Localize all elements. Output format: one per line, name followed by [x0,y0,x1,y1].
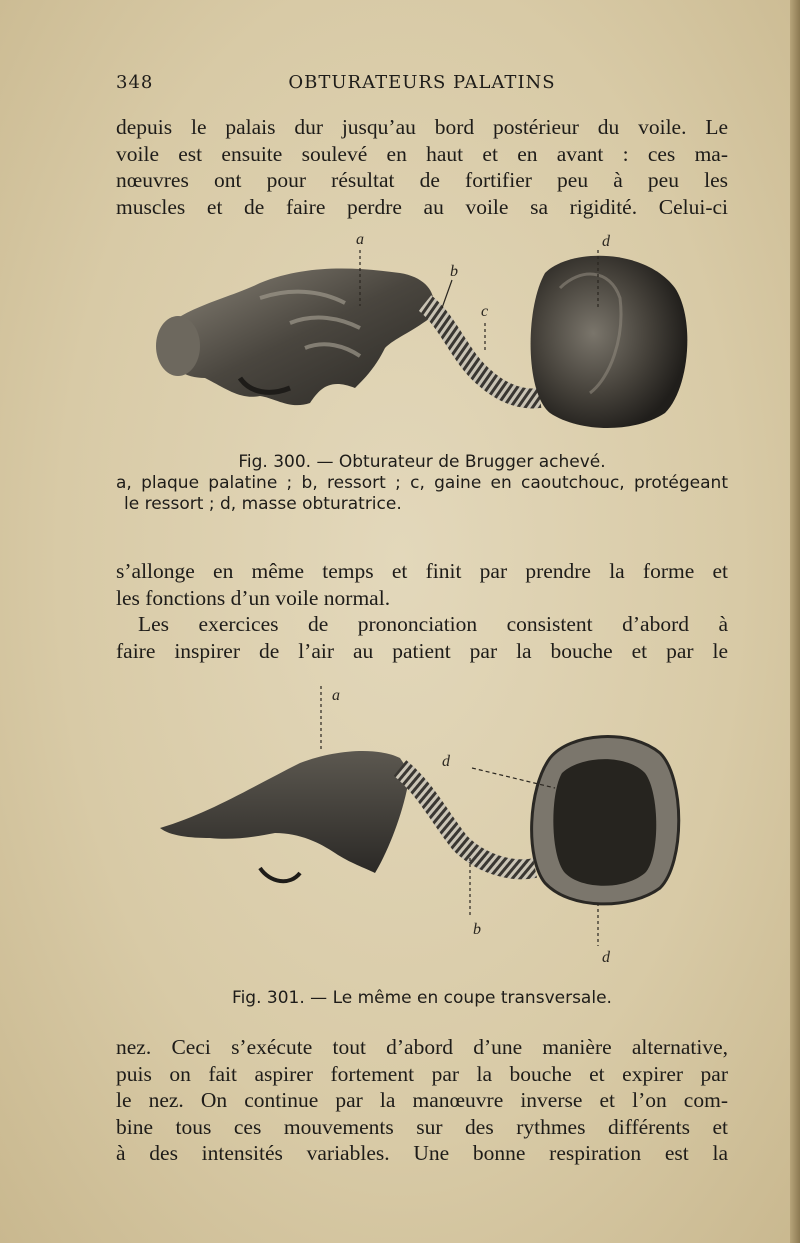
label-a: a [332,687,340,704]
paragraph-1 [116,114,728,220]
caption-title: Fig. 300. — Obturateur de Brugger achevé. [238,452,606,472]
page-edge [790,0,800,1243]
caption-line: a, plaque palatine ; b, ressort ; c, gaine en caoutchouc, protégeant [116,473,728,493]
label-b: b [473,921,481,938]
label-d: d [602,233,610,250]
label-b: b [450,263,458,280]
paragraph-3 [116,1034,728,1167]
caption-title: Fig. 301. — Le même en coupe transversale. [232,988,612,1008]
label-d-bottom: d [602,949,610,966]
palatine-plate-section [160,751,410,873]
figure-300-illustration [140,228,700,438]
page-header [116,72,728,100]
page-number: 348 [116,72,154,93]
plate-clasp [260,868,300,881]
text-line: depuis le palais dur jusqu’au bord postérieur du voile. Le [116,115,728,139]
text-line: Les exercices de prononciation consistent d’abord à [138,612,728,636]
paragraph-2 [116,558,728,664]
text-line: faire inspirer de l’air au patient par la bouche et par le [116,638,728,663]
text-line: s’allonge en même temps et finit par prendre la forme et [116,559,728,583]
obturator-inner [553,759,656,886]
label-d-top: d [442,753,450,770]
spring-section [400,768,535,869]
caption-body [116,473,728,515]
text-line: muscles et de faire perdre au voile sa rigidité. Celui-ci [116,194,728,219]
figure-301-caption [116,988,728,1009]
label-a: a [356,231,364,248]
text-line: les fonctions d’un voile normal. [116,585,391,610]
text-line: le nez. On continue par la manœuvre inverse et l’on com- [116,1088,728,1112]
text-line: voile est ensuite soulevé en haut et en avant : ces ma- [116,141,728,166]
text-line: nez. Ceci s’exécute tout d’abord d’une manière alternative, [116,1035,728,1059]
figure-300-caption [116,452,728,515]
text-line: puis on fait aspirer fortement par la bouche et expirer par [116,1061,728,1086]
text-line: nœuvres ont pour résultat de fortifier peu à peu les [116,168,728,192]
text-line: à des intensités variables. Une bonne respiration est la [116,1141,728,1165]
figure-301-illustration [150,678,690,970]
text-line: bine tous ces mouvements sur des rythmes différents et [116,1114,728,1139]
palatine-plate [160,269,434,406]
label-c: c [481,303,489,320]
plate-lobe [156,316,200,376]
caption-line: le ressort ; d, masse obturatrice. [124,494,402,514]
running-title: OBTURATEURS PALATINS [288,72,556,93]
